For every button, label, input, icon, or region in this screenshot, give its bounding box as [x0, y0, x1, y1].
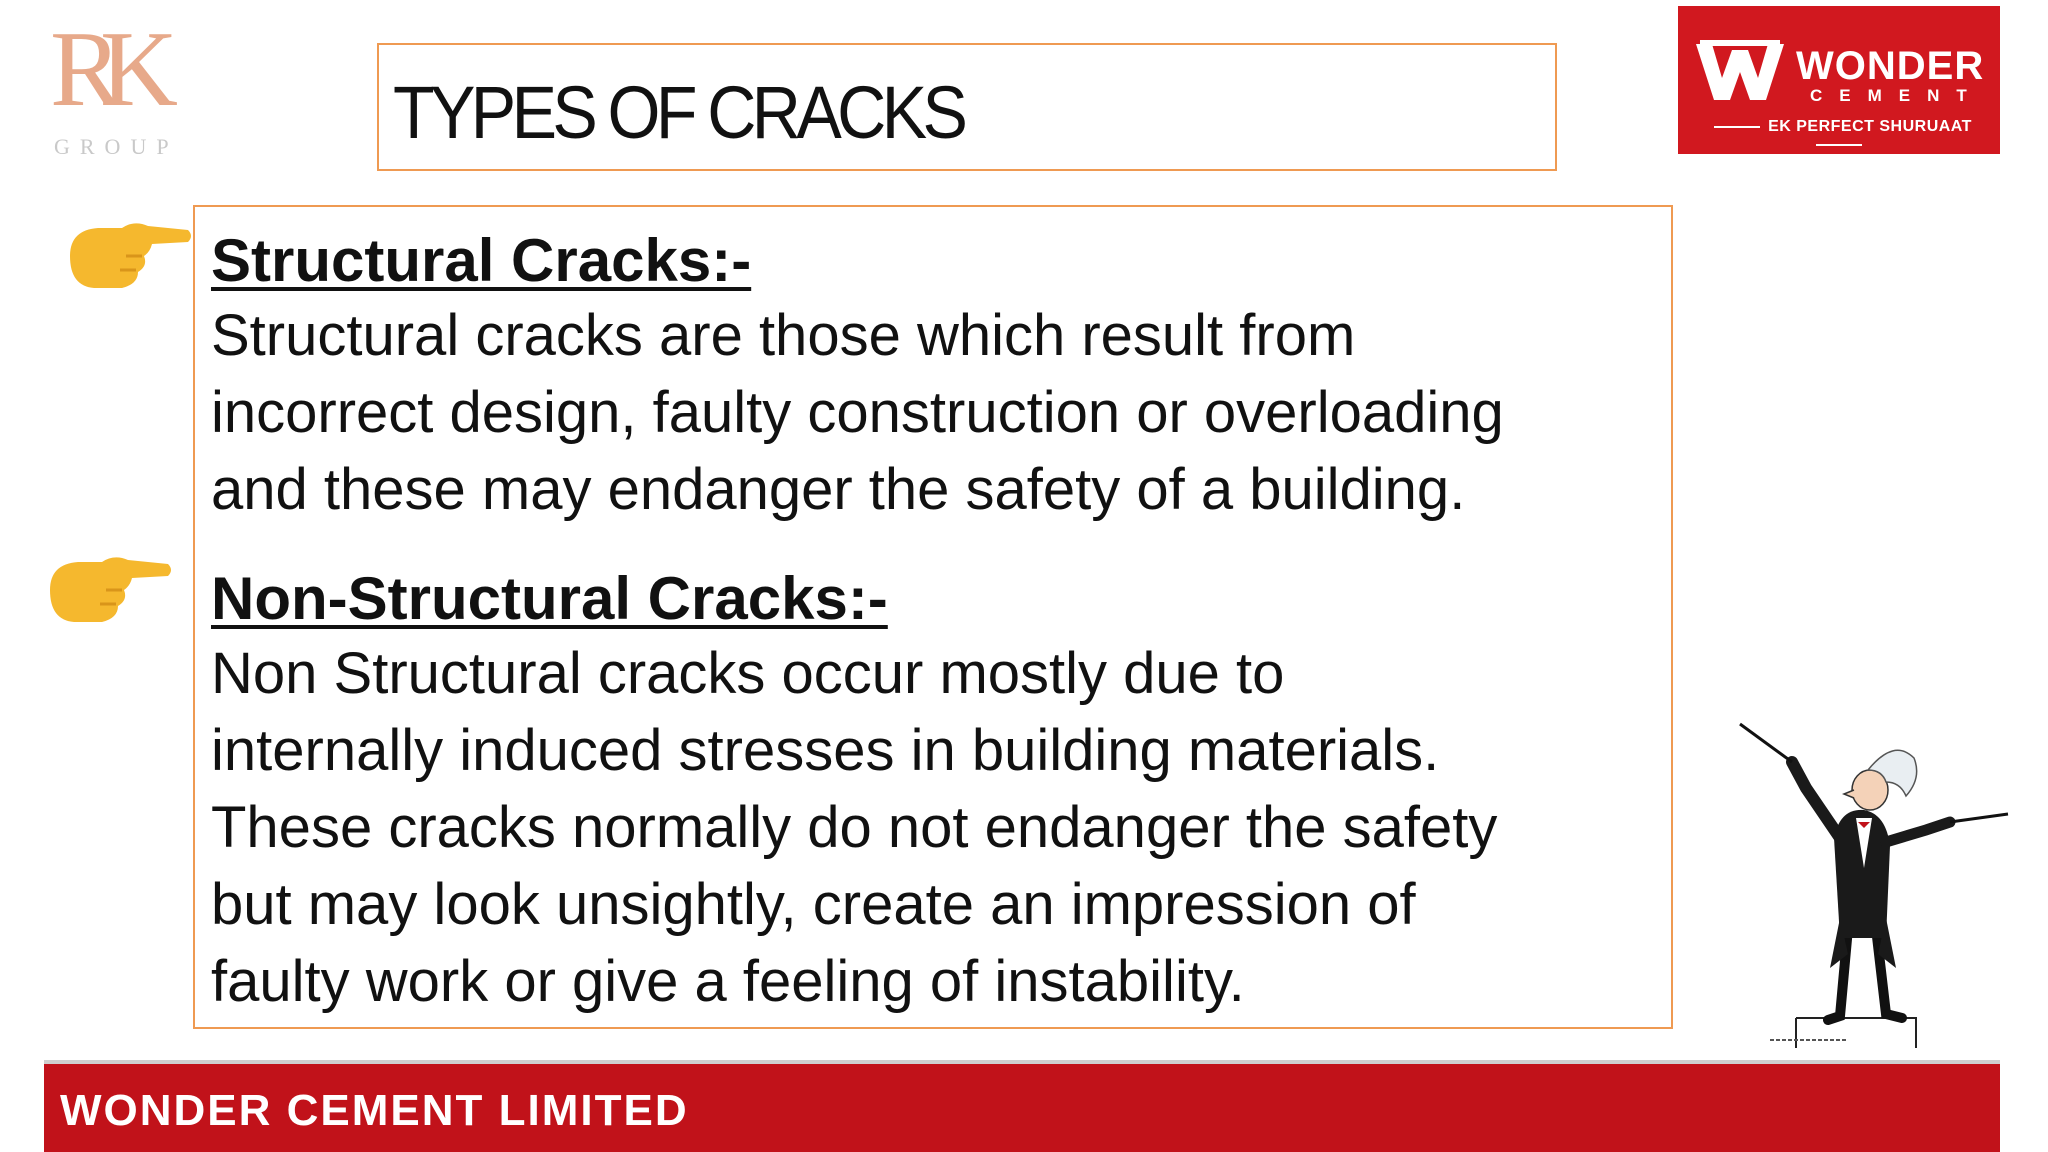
wonder-w-icon [1692, 36, 1788, 106]
wonder-logo-sub: CEMENT [1810, 86, 1984, 105]
footer-bar [44, 1060, 2000, 1152]
wonder-logo-name: WONDER [1796, 44, 1985, 88]
section-structural [211, 225, 1661, 528]
rk-logo-mark: RK [50, 10, 157, 129]
body-line: Non Structural cracks occur mostly due to [211, 641, 1285, 706]
section-non-structural [211, 563, 1661, 1020]
body-line: but may look unsightly, create an impression of [211, 872, 1416, 937]
body-line: These cracks normally do not endanger the safety [211, 795, 1498, 860]
section-body [211, 297, 1661, 528]
section-body [211, 635, 1661, 1020]
rk-logo-sub: GROUP [54, 134, 179, 159]
content-box [193, 205, 1673, 1029]
wonder-logo-tagline: EK PERFECT SHURUAAT [1768, 118, 1972, 135]
body-line: Structural cracks are those which result from [211, 303, 1356, 368]
footer-company-name: WONDER CEMENT LIMITED [60, 1086, 689, 1135]
rk-group-logo [46, 10, 196, 159]
title-box [377, 43, 1557, 171]
tagline-divider [1714, 126, 1760, 128]
wonder-logo-tagline-row [1692, 118, 1986, 154]
pointing-hand-icon [64, 216, 194, 296]
section-heading: Structural Cracks:- [211, 227, 752, 294]
body-line: incorrect design, faulty construction or overloading [211, 380, 1504, 445]
page-title: TYPES OF CRACKS [393, 71, 964, 154]
body-line: internally induced stresses in building materials. [211, 718, 1440, 783]
body-line: faulty work or give a feeling of instability. [211, 949, 1245, 1014]
conductor-illustration [1736, 718, 2016, 1058]
wonder-cement-logo [1678, 6, 2000, 154]
section-heading: Non-Structural Cracks:- [211, 565, 888, 632]
tagline-divider [1816, 144, 1862, 146]
body-line: and these may endanger the safety of a building. [211, 457, 1466, 522]
pointing-hand-icon [44, 550, 174, 630]
